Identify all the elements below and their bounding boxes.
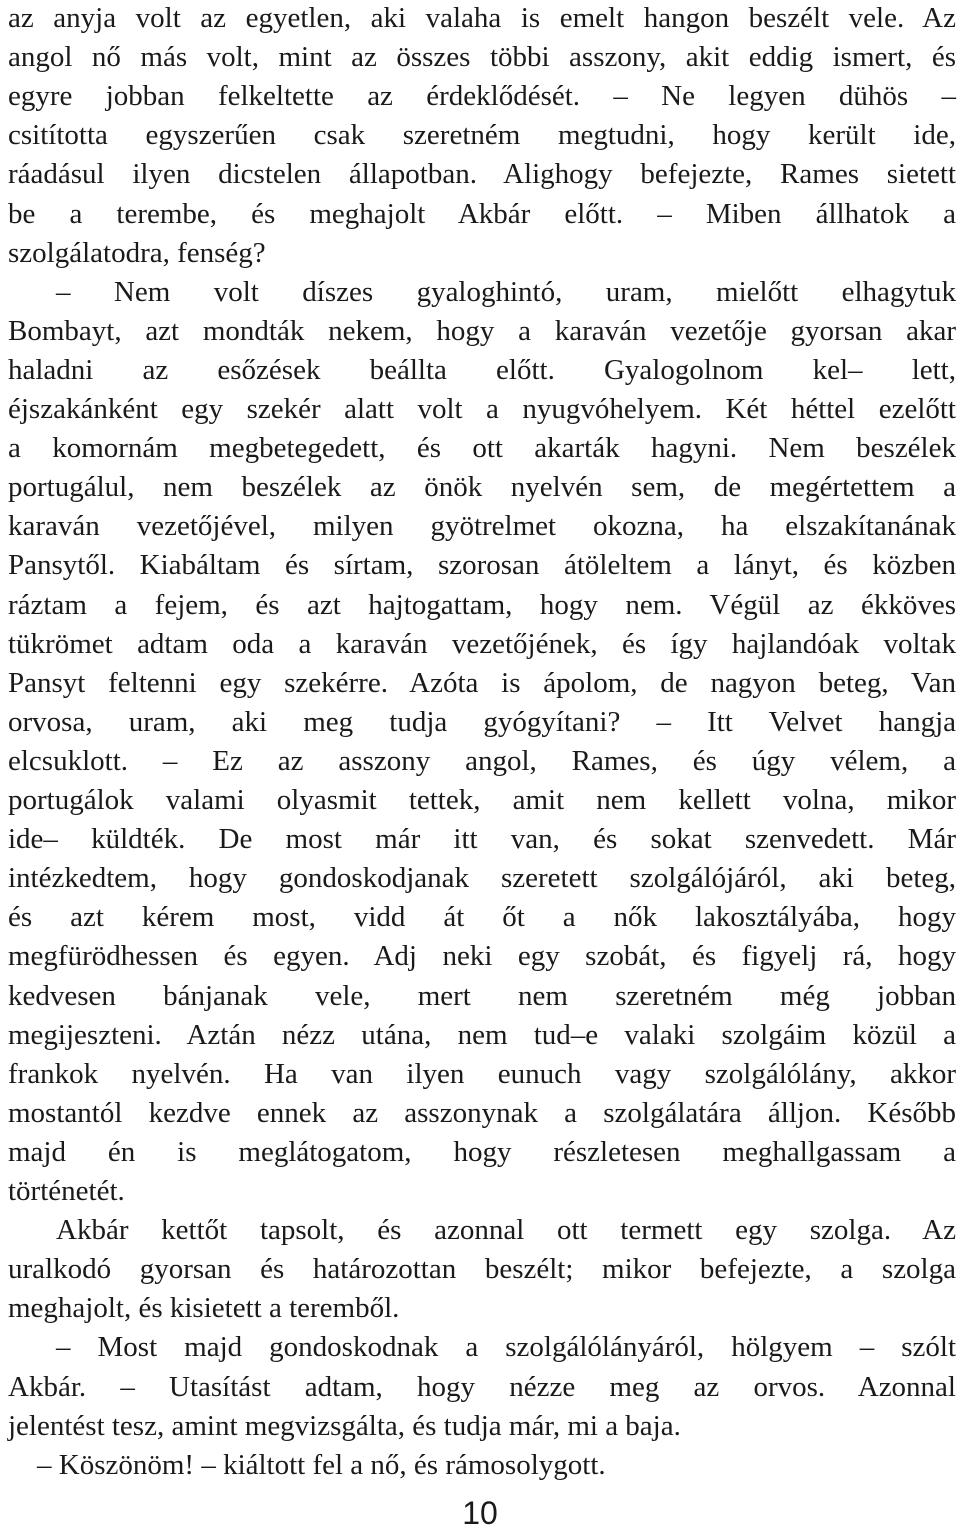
- text-line: jelentést tesz, amint megvizsgálta, és tudja már, mi a baja.: [8, 1409, 681, 1442]
- text-line: elcsuklott. – Ez az asszony angol, Rames, és úgy vélem, a: [8, 744, 956, 777]
- text-line: – Nem volt díszes gyaloghintó, uram, mielőtt elhagytuk: [56, 275, 956, 308]
- text-line: ráadásul ilyen dicstelen állapotban. Alighogy befejezte, Rames sietett: [8, 158, 956, 191]
- text-line: megfürödhessen és egyen. Adj neki egy szobát, és figyelj rá, hogy: [8, 940, 956, 973]
- text-line: tükrömet adtam oda a karaván vezetőjének, és így hajlandóak voltak: [8, 627, 956, 660]
- text-line: – Köszönöm! – kiáltott fel a nő, és rámosolygott.: [8, 1448, 606, 1481]
- text-line: meghajolt, és kisietett a teremből.: [8, 1292, 400, 1325]
- text-line: történetét.: [8, 1175, 125, 1207]
- text-line: ide– küldték. De most már itt van, és sokat szenvedett. Már: [8, 823, 956, 856]
- text-line: Akbár kettőt tapsolt, és azonnal ott termett egy szolga. Az: [56, 1214, 956, 1247]
- text-line: a komornám megbetegedett, és ott akarták hagyni. Nem beszélek: [8, 432, 956, 465]
- text-line: orvosa, uram, aki meg tudja gyógyítani? – Itt Velvet hangja: [8, 705, 956, 738]
- text-line: és azt kérem most, vidd át őt a nők lakosztályába, hogy: [8, 901, 956, 934]
- text-line: intézkedtem, hogy gondoskodjanak szeretett szolgálójáról, aki beteg,: [8, 862, 956, 895]
- page-number: 10: [462, 1495, 498, 1531]
- text-line: Bombayt, azt mondták nekem, hogy a karaván vezetője gyorsan akar: [8, 314, 956, 347]
- text-line: frankok nyelvén. Ha van ilyen eunuch vagy szolgálólány, akkor: [8, 1057, 956, 1090]
- text-line: haladni az esőzések beállta előtt. Gyalogolnom kel– lett,: [8, 353, 956, 386]
- text-line: angol nő más volt, mint az összes többi asszony, akit eddig ismert, és: [8, 41, 956, 74]
- text-line: portugálok valami olyasmit tettek, amit nem kellett volna, mikor: [8, 784, 956, 816]
- text-line: egyre jobban felkeltette az érdeklődését. – Ne legyen dühös –: [8, 80, 956, 113]
- text-line: az anyja volt az egyetlen, aki valaha is emelt hangon beszélt vele. Az: [8, 2, 956, 34]
- text-line: portugálul, nem beszélek az önök nyelvén sem, de megértettem a: [8, 471, 956, 504]
- text-line: szolgálatodra, fenség?: [8, 236, 266, 269]
- text-line: megijeszteni. Aztán nézz utána, nem tud–e valaki szolgáim közül a: [8, 1018, 956, 1051]
- text-line: ráztam a fejem, és azt hajtogattam, hogy nem. Végül az ékköves: [8, 588, 956, 621]
- text-line: Pansyt feltenni egy szekérre. Azóta is ápolom, de nagyon beteg, Van: [8, 666, 956, 699]
- text-line: Akbár. – Utasítást adtam, hogy nézze meg az orvos. Azonnal: [8, 1370, 956, 1403]
- text-line: – Most majd gondoskodnak a szolgálólányáról, hölgyem – szólt: [56, 1331, 956, 1364]
- text-line: be a terembe, és meghajolt Akbár előtt. – Miben állhatok a: [8, 197, 956, 230]
- text-line: mostantól kezdve ennek az asszonynak a szolgálatára álljon. Később: [8, 1096, 956, 1129]
- text-line: kedvesen bánjanak vele, mert nem szeretném még jobban: [8, 979, 956, 1012]
- text-line: majd én is meglátogatom, hogy részletesen meghallgassam a: [8, 1135, 956, 1168]
- text-line: csitította egyszerűen csak szeretném megtudni, hogy került ide,: [8, 119, 956, 152]
- text-line: karaván vezetőjével, milyen gyötrelmet okozna, ha elszakítanának: [8, 510, 956, 543]
- text-line: éjszakánként egy szekér alatt volt a nyugvóhelyem. Két héttel ezelőtt: [8, 393, 956, 425]
- document-page: [8, 0, 956, 1532]
- text-line: uralkodó gyorsan és határozottan beszélt; mikor befejezte, a szolga: [8, 1253, 956, 1286]
- text-line: Pansytől. Kiabáltam és sírtam, szorosan átöleltem a lányt, és közben: [8, 549, 956, 582]
